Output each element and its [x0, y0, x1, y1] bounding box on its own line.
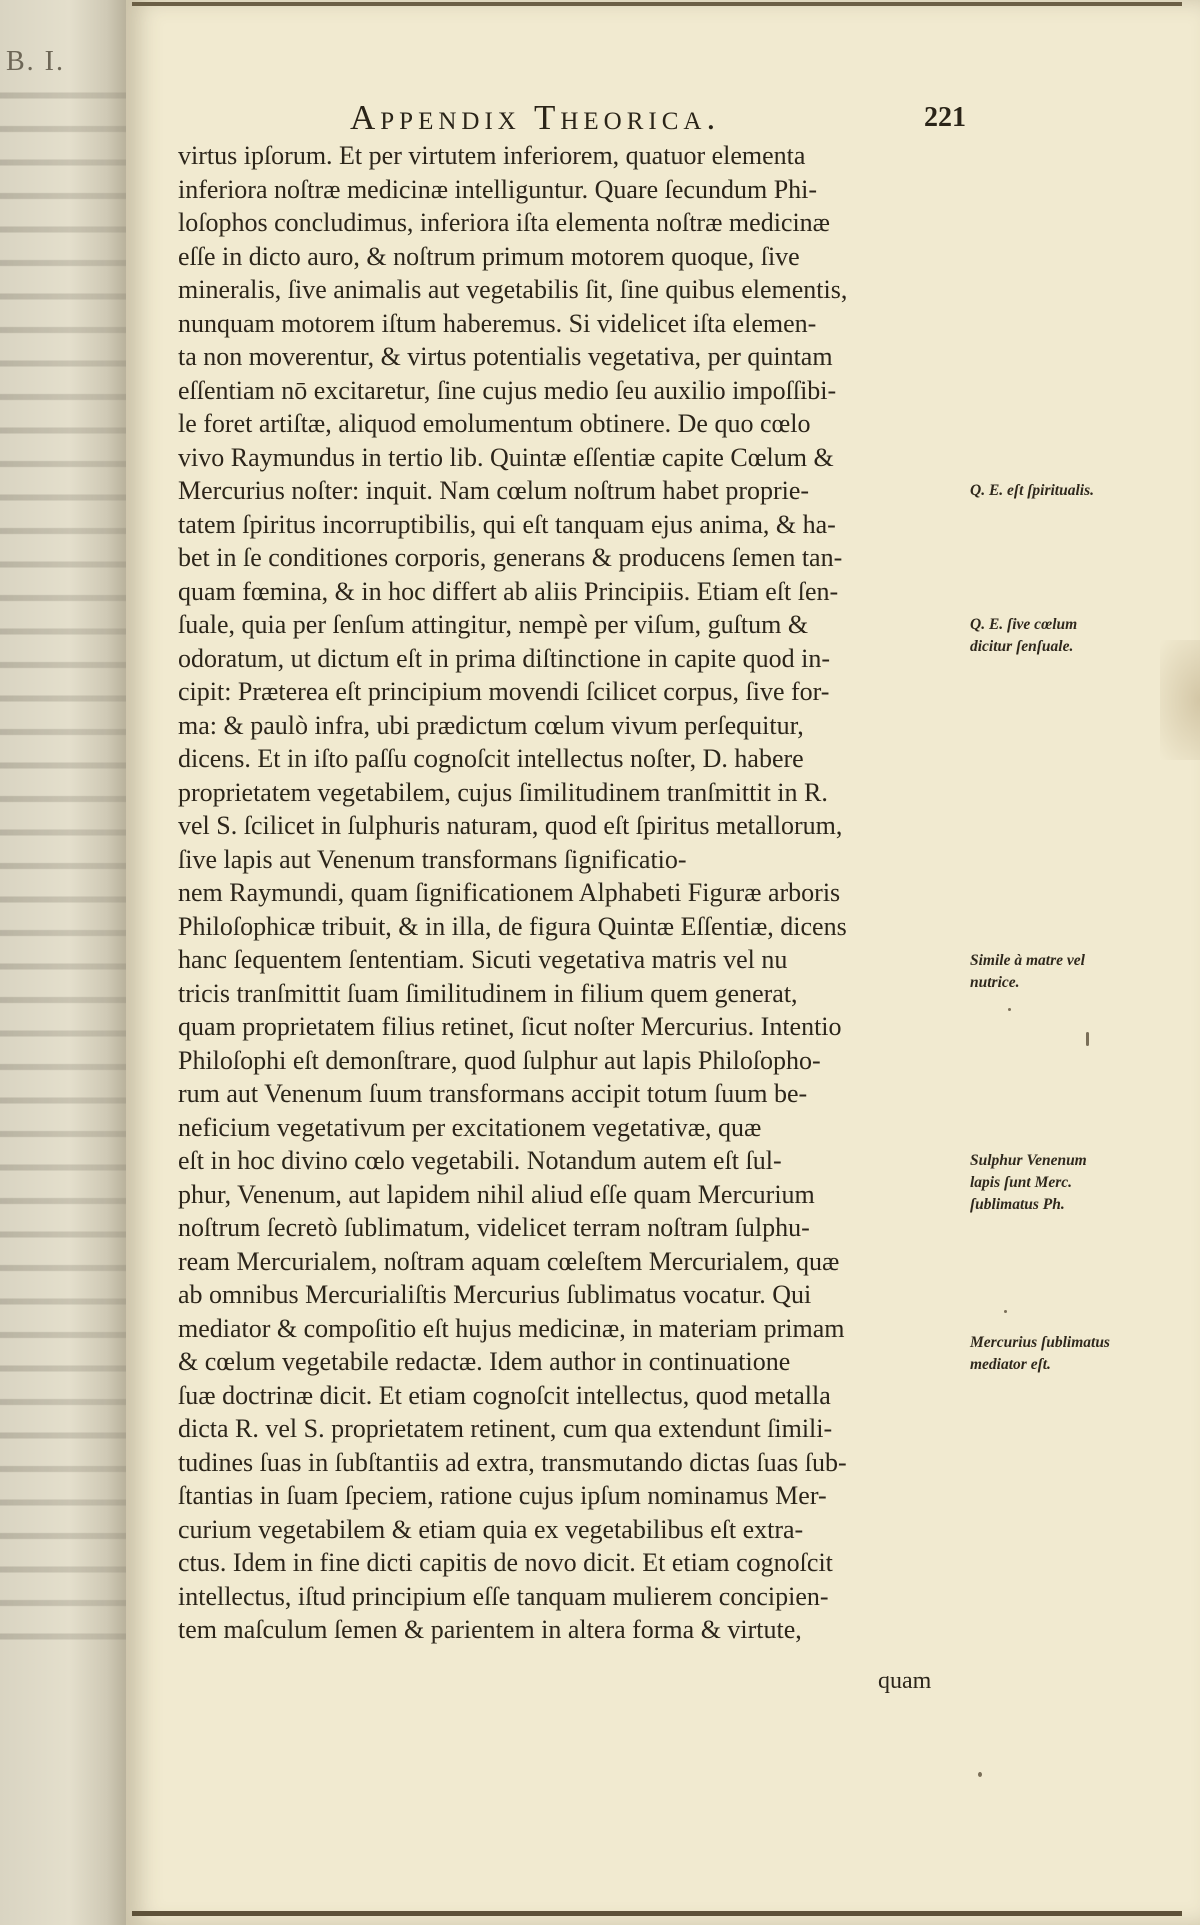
bottom-rule [132, 1911, 1182, 1916]
text-line: le foret artiſtæ, aliquod emolumentum obtinere. De quo cœlo [178, 409, 811, 438]
text-line: & cœlum vegetabile redactæ. Idem author in continuatione [178, 1347, 791, 1376]
text-line: ta non moverentur, & virtus potentialis vegetativa, per quintam [178, 342, 833, 371]
text-line: Philoſophi eſt demonſtrare, quod ſulphur aut lapis Philoſopho- [178, 1045, 821, 1075]
text-line: neficium vegetativum per excitationem vegetativæ, quæ [178, 1112, 762, 1142]
text-line: dicta R. vel S. proprietatem retinent, cum qua extendunt ſimili- [178, 1414, 833, 1443]
page-number: 221 [924, 102, 966, 133]
text-line: proprietatem vegetabilem, cujus ſimilitudinem tranſmittit in R. [178, 777, 828, 807]
catchword: quam [878, 1668, 932, 1694]
text-line: virtus ipſorum. Et per virtutem inferiorem, quatuor elementa [178, 141, 806, 170]
text-line: hanc ſequentem ſententiam. Sicuti vegetativa matris vel nu [178, 945, 788, 974]
text-line: tatem ſpiritus incorruptibilis, qui eſt tanquam ejus anima, & ha- [178, 509, 836, 539]
text-line: loſophos concludimus, inferiora iſta elementa noſtræ medicinæ [178, 208, 831, 237]
text-line: ream Mercurialem, noſtram aquam cœleſtem Mercurialem, quæ [178, 1246, 840, 1276]
text-line: ma: & paulò infra, ubi prædictum cœlum vivum perſequitur, [178, 710, 804, 740]
text-line: ab omnibus Mercurialiſtis Mercurius ſublimatus vocatur. Qui [178, 1280, 812, 1309]
top-rule [132, 2, 1182, 6]
text-line: vivo Raymundus in tertio lib. Quintæ eſſentiæ capite Cœlum & [178, 442, 834, 472]
text-line: cipit: Præterea eſt principium movendi ſcilicet corpus, ſive for- [178, 677, 830, 706]
paper-speck [1008, 1008, 1011, 1011]
text-line: Philoſophicæ tribuit, & in illa, de figura Quintæ Eſſentiæ, dicens [178, 911, 847, 941]
book-page [126, 0, 1200, 1925]
text-line: tudines ſuas in ſubſtantiis ad extra, transmutando dictas ſuas ſub- [178, 1447, 847, 1477]
text-line: Mercurius noſter: inquit. Nam cœlum noſtrum habet proprie- [178, 476, 810, 505]
text-line: bet in ſe conditiones corporis, generans & producens ſemen tan- [178, 543, 843, 572]
facing-page-show-through [0, 78, 126, 1648]
margin-note: Q. E. ſive cœlum dicitur ſenſuale. [970, 616, 1078, 655]
text-line: mineralis, ſive animalis aut vegetabilis ſit, ſine quibus elementis, [178, 275, 848, 304]
text-line: dicens. Et in iſto paſſu cognoſcit intellectus noſter, D. habere [178, 744, 804, 773]
text-line: eſſe in dicto auro, & noſtrum primum motorem quoque, ſive [178, 241, 800, 271]
text-line: ſuale, quia per ſenſum attingitur, nempè per viſum, guſtum & [178, 610, 809, 639]
text-line: intellectus, iſtud principium eſſe tanquam mulierem concipien- [178, 1581, 829, 1611]
facing-page-gutter [0, 0, 126, 1925]
body-text [178, 139, 847, 1647]
paper-speck [1004, 1310, 1007, 1313]
text-line: noſtrum ſecretò ſublimatum, videlicet terram noſtram ſulphu- [178, 1213, 810, 1242]
text-line: eſſentiam nō excitaretur, ſine cujus medio ſeu auxilio impoſſibi- [178, 375, 837, 405]
page-edge-stain [1160, 640, 1200, 760]
text-line: phur, Venenum, aut lapidem nihil aliud eſſe quam Mercurium [178, 1179, 815, 1209]
running-head: Appendix Theorica. [350, 98, 721, 137]
margin-note: Mercurius ſublimatus mediator eſt. [970, 1334, 1110, 1373]
facing-page-mark: B. I. [6, 46, 65, 77]
text-line: ctus. Idem in fine dicti capitis de novo dicit. Et etiam cognoſcit [178, 1548, 833, 1577]
text-line: curium vegetabilem & etiam quia ex vegetabilibus eſt extra- [178, 1514, 804, 1544]
text-line: ſtantias in ſuam ſpeciem, ratione cujus ipſum nominamus Mer- [178, 1481, 827, 1510]
paper-speck [978, 1772, 982, 1777]
text-line: mediator & compoſitio eſt hujus medicinæ, in materiam primam [178, 1313, 845, 1343]
text-line: eſt in hoc divino cœlo vegetabili. Notandum autem eſt ſul- [178, 1146, 782, 1175]
text-line: nem Raymundi, quam ſignificationem Alphabeti Figuræ arboris [178, 878, 841, 907]
text-line: tricis tranſmittit ſuam ſimilitudinem in filium quem generat, [178, 978, 798, 1008]
margin-note: Sulphur Venenum lapis ſunt Merc. ſublimatus Ph. [970, 1152, 1087, 1213]
margin-note: Q. E. eſt ſpiritualis. [970, 482, 1095, 499]
text-line: quam fœmina, & in hoc differt ab aliis Principiis. Etiam eſt ſen- [178, 576, 839, 606]
margin-note: Simile à matre vel nutrice. [970, 952, 1085, 991]
text-line: quam proprietatem filius retinet, ſicut noſter Mercurius. Intentio [178, 1012, 842, 1041]
text-line: tem maſculum ſemen & parientem in altera forma & virtute, [178, 1615, 802, 1644]
text-line: ſive lapis aut Venenum transformans ſignificatio- [178, 844, 687, 874]
text-line: rum aut Venenum ſuum transformans accipit totum ſuum be- [178, 1079, 808, 1108]
text-line: nunquam motorem iſtum haberemus. Si videlicet iſta elemen- [178, 308, 817, 338]
text-line: odoratum, ut dictum eſt in prima diſtinctione in capite quod in- [178, 643, 831, 673]
paper-speck [1086, 1032, 1089, 1046]
text-line: ſuæ doctrinæ dicit. Et etiam cognoſcit intellectus, quod metalla [178, 1380, 831, 1410]
text-line: vel S. ſcilicet in ſulphuris naturam, quod eſt ſpiritus metallorum, [178, 811, 843, 840]
text-line: inferiora noſtræ medicinæ intelliguntur. Quare ſecundum Phi- [178, 174, 818, 204]
